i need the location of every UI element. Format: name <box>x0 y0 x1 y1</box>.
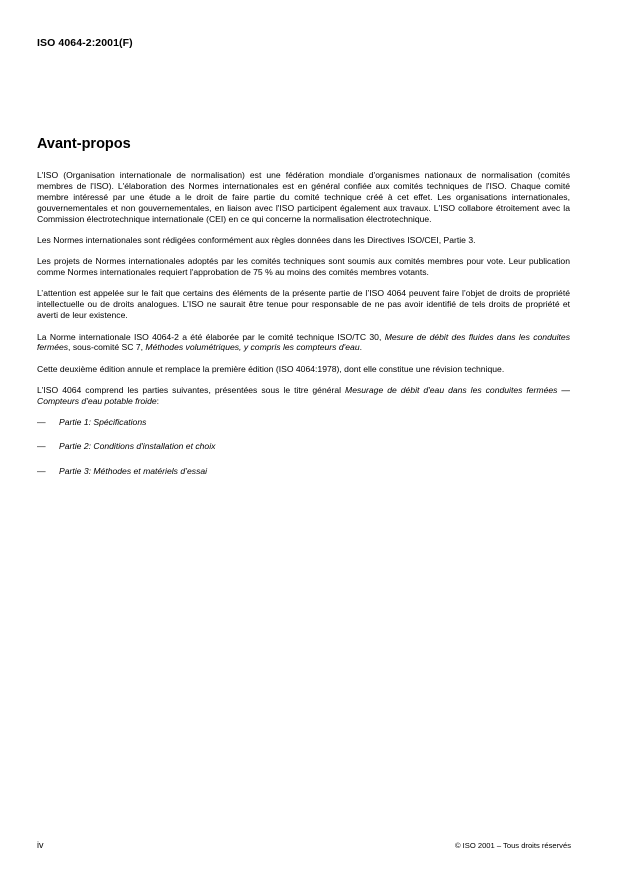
paragraph <box>37 385 570 407</box>
page-number: iv <box>37 840 44 850</box>
dash-bullet: — <box>37 465 46 476</box>
text-run: , sous-comité SC 7, <box>68 342 146 353</box>
italic-text: Mesure de débit des fluides dans les conduites fermées <box>37 331 570 353</box>
text-run: : <box>156 395 160 406</box>
text-run: L'ISO 4064 comprend les parties suivantes, présentées sous le titre général <box>37 385 346 396</box>
text-run: La Norme internationale ISO 4064-2 a été élaborée par le comité technique ISO/TC 30, <box>37 331 385 342</box>
text-run: Cette deuxième édition annule et remplace la première édition (ISO 4064:1978), dont elle constitue une révision technique. <box>37 363 505 374</box>
dash-bullet: — <box>37 441 46 452</box>
text-run: L'ISO (Organisation internationale de normalisation) est une fédération mondiale d'organismes nationaux de normalisation (comités membres de l'ISO). L'élaboration des Normes internationales est en général confiée aux comités techniques de l'ISO. Chaque comité membre intéressé par une étude a le droit de faire partie du comité technique créé à cet effet. Les organisations internationales, gouvernementales et non gouvernementales, en liaison avec l'ISO participent également aux travaux. L'ISO collabore étroitement avec la Commission électrotechnique internationale (CEI) en ce qui concerne la normalisation électrotechnique. <box>37 170 570 224</box>
dash-bullet: — <box>37 417 46 428</box>
paragraph <box>37 256 570 278</box>
paragraphs <box>37 170 570 407</box>
text-run: Les projets de Normes internationales adoptés par les comités techniques sont soumis aux comités membres pour vote. Leur publication comme Normes internationales requiert l'approbation de 75 % au moins des comités membres votants. <box>37 256 570 278</box>
text-run: Les Normes internationales sont rédigées conformément aux règles données dans les Directives ISO/CEI, Partie 3. <box>37 234 476 245</box>
part-label: Partie 3: Méthodes et matériels d’essai <box>59 465 208 476</box>
italic-text: Méthodes volumétriques, y compris les compteurs d'eau <box>145 342 360 353</box>
part-item <box>37 417 570 428</box>
part-label: Partie 2: Conditions d'installation et choix <box>59 441 216 452</box>
foreword-body <box>37 170 570 490</box>
part-label: Partie 1: Spécifications <box>59 417 147 428</box>
section-title: Avant-propos <box>37 136 131 152</box>
text-run: . <box>359 342 363 353</box>
paragraph <box>37 235 570 246</box>
document-id: ISO 4064-2:2001(F) <box>37 37 133 49</box>
italic-text: Mesurage de débit d'eau dans les conduites fermées — Compteurs d'eau potable froide <box>37 385 570 406</box>
part-item <box>37 441 570 452</box>
part-item <box>37 466 570 477</box>
paragraph <box>37 332 570 354</box>
paragraph <box>37 170 570 225</box>
text-run: L’attention est appelée sur le fait que certains des éléments de la présente partie de l’ISO 4064 peuvent faire l’objet de droits de propriété intellectuelle ou de droits analogues. L’ISO ne saurait être tenue pour responsable de ne pas avoir identifié de tels droits de propriété et averti de leur existence. <box>37 288 570 321</box>
parts-list <box>37 417 570 476</box>
paragraph <box>37 288 570 321</box>
copyright-notice: © ISO 2001 – Tous droits réservés <box>454 841 571 850</box>
paragraph <box>37 364 570 375</box>
